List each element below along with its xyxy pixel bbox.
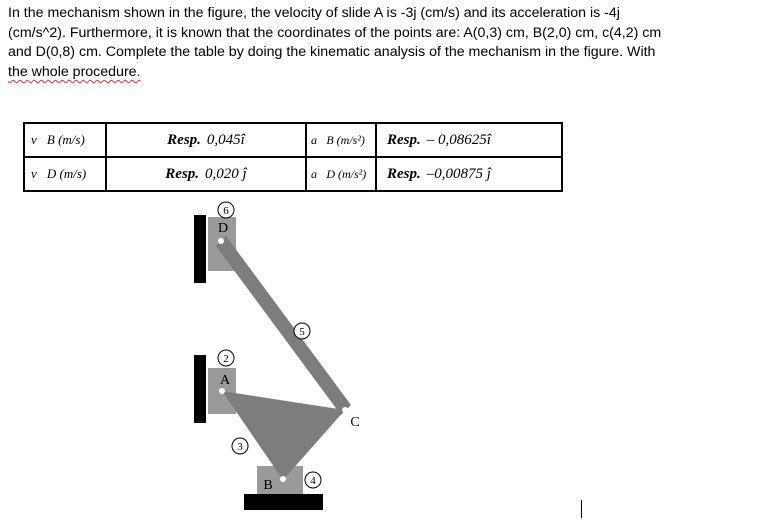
answer-prefix: Resp. — [167, 131, 201, 148]
point-b-label: B — [263, 478, 273, 493]
acceleration-b-label: a⃗B (m/s²) — [306, 123, 376, 157]
ground-guide-a — [194, 355, 206, 423]
link-3-triangle — [222, 391, 345, 480]
velocity-d-label: v⃗D (m/s) — [24, 157, 106, 191]
link-3-label: 3 — [237, 441, 243, 453]
point-c-label: C — [350, 415, 360, 430]
problem-line-1: In the mechanism shown in the figure, the velocity of slide A is -3j (cm/s) and its acceleration is -4j — [8, 5, 620, 21]
acceleration-d-value: –0,00875 ĵ — [426, 165, 491, 182]
pin-b — [280, 476, 286, 482]
link-2-label: 2 — [223, 353, 229, 365]
link-5-label: 5 — [299, 326, 305, 338]
pin-a — [219, 388, 225, 394]
problem-line-3: and D(0,8) cm. Complete the table by doing the kinematic analysis of the mechanism in the figure. With — [8, 44, 656, 61]
velocity-b-value: 0,045î — [206, 131, 245, 148]
text-cursor — [581, 500, 582, 518]
pin-c — [342, 407, 348, 413]
link-4-label: 4 — [310, 475, 316, 487]
point-d-label: D — [217, 221, 229, 236]
answer-prefix: Resp. — [165, 165, 200, 182]
pin-d — [218, 238, 224, 244]
acceleration-d-label: a⃗D (m/s²) — [306, 157, 376, 191]
velocity-b-label: v⃗B (m/s) — [24, 123, 106, 157]
velocity-d-value: 0,020 ĵ — [205, 165, 247, 182]
point-a-label: A — [219, 373, 231, 388]
link-6-label: 6 — [223, 205, 229, 217]
answer-prefix: Resp. — [387, 165, 421, 182]
acceleration-b-value: – 0,08625î — [426, 131, 491, 148]
answer-prefix: Resp. — [387, 131, 421, 148]
ground-guide-b — [244, 494, 323, 510]
problem-line-4: the whole procedure. — [8, 63, 141, 80]
ground-guide-d — [194, 215, 206, 283]
problem-line-2: (cm/s^2). Furthermore, it is known that the coordinates of the points are: A(0,3) cm, B(2,0) cm, c(4,2) cm — [8, 24, 662, 41]
link-5-bar — [216, 236, 351, 415]
